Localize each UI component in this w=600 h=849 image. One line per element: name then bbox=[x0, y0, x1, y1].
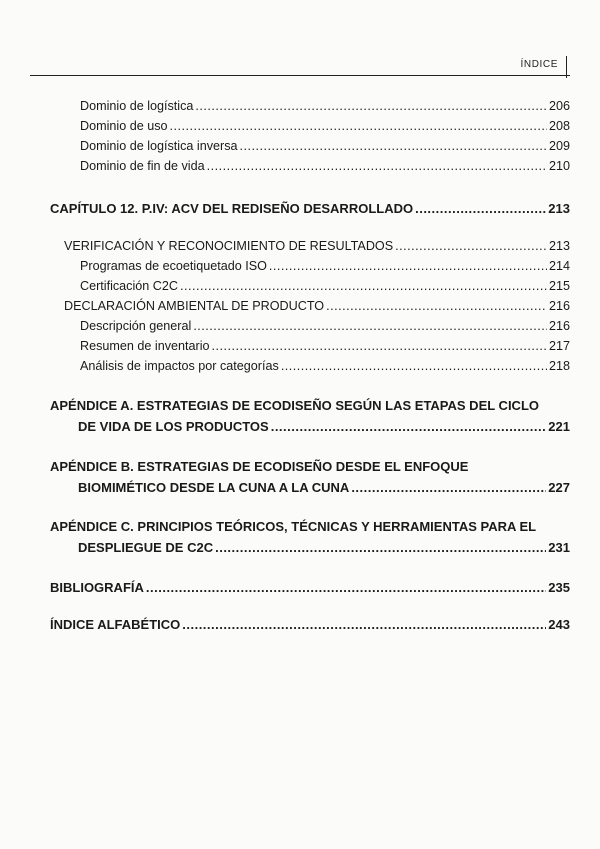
toc-entry[interactable] bbox=[80, 138, 570, 154]
toc-appendix-heading-line[interactable] bbox=[50, 398, 570, 414]
running-header-label: ÍNDICE bbox=[520, 59, 558, 70]
toc-appendix-heading-line[interactable] bbox=[50, 459, 570, 475]
toc-entry-title: Dominio de fin de vida bbox=[80, 159, 205, 173]
toc-page-number: 218 bbox=[548, 359, 570, 373]
toc-section-entry[interactable] bbox=[64, 298, 570, 314]
toc-page-number: 206 bbox=[548, 99, 570, 113]
toc-page-number: 221 bbox=[548, 419, 570, 434]
toc-page-number: 216 bbox=[548, 299, 570, 313]
toc-entry[interactable] bbox=[80, 158, 570, 174]
toc-entry-title: Análisis de impactos por categorías bbox=[80, 359, 279, 373]
toc-entry[interactable] bbox=[80, 278, 570, 294]
leader-dots bbox=[180, 278, 547, 294]
leader-dots bbox=[269, 258, 547, 274]
toc-entry-title: Programas de ecoetiquetado ISO bbox=[80, 259, 267, 273]
toc-chapter-entry[interactable] bbox=[50, 201, 570, 217]
toc-page-number: 214 bbox=[548, 259, 570, 273]
toc-entry-title: Dominio de logística bbox=[80, 99, 194, 113]
toc-appendix-entry[interactable] bbox=[78, 540, 570, 556]
leader-dots bbox=[212, 338, 547, 354]
leader-dots bbox=[195, 98, 547, 114]
toc-page-number: 213 bbox=[548, 201, 570, 216]
leader-dots bbox=[240, 138, 547, 154]
leader-dots bbox=[395, 238, 547, 254]
leader-dots bbox=[146, 580, 546, 596]
toc-entry-title: Certificación C2C bbox=[80, 279, 178, 293]
toc-entry[interactable] bbox=[80, 318, 570, 334]
toc-page-number: 213 bbox=[548, 239, 570, 253]
toc-page-number: 227 bbox=[548, 480, 570, 495]
toc-bibliography-entry[interactable] bbox=[50, 580, 570, 596]
toc-entry[interactable] bbox=[80, 358, 570, 374]
toc-entry[interactable] bbox=[80, 258, 570, 274]
toc-page-number: 215 bbox=[548, 279, 570, 293]
toc-entry-title: Dominio de logística inversa bbox=[80, 139, 238, 153]
leader-dots bbox=[415, 201, 546, 217]
header-rule bbox=[30, 75, 570, 76]
toc-entry[interactable] bbox=[80, 118, 570, 134]
leader-dots bbox=[351, 480, 546, 496]
toc-entry-title: APÉNDICE B. ESTRATEGIAS DE ECODISEÑO DESDE EL ENFOQUE bbox=[50, 459, 469, 474]
toc-entry-title: Dominio de uso bbox=[80, 119, 168, 133]
leader-dots bbox=[215, 540, 546, 556]
running-header bbox=[30, 52, 570, 76]
toc-entry-title: DECLARACIÓN AMBIENTAL DE PRODUCTO bbox=[64, 299, 325, 313]
toc-appendix-heading-line[interactable] bbox=[50, 519, 570, 535]
leader-dots bbox=[326, 298, 547, 314]
toc-entry-title: ÍNDICE ALFABÉTICO bbox=[50, 617, 181, 632]
toc-page-number: 235 bbox=[548, 580, 570, 595]
leader-dots bbox=[271, 419, 547, 435]
toc-entry-title: APÉNDICE C. PRINCIPIOS TEÓRICOS, TÉCNICAS Y HERRAMIENTAS PARA EL bbox=[50, 519, 537, 534]
toc-entry-title: Resumen de inventario bbox=[80, 339, 210, 353]
toc-page-number: 208 bbox=[548, 119, 570, 133]
toc-entry-title: BIBLIOGRAFÍA bbox=[50, 580, 144, 595]
toc-page-number: 216 bbox=[548, 319, 570, 333]
toc-appendix-entry[interactable] bbox=[78, 480, 570, 496]
toc-entry-title: CAPÍTULO 12. P.IV: ACV DEL REDISEÑO DESARROLLADO bbox=[50, 201, 414, 216]
leader-dots bbox=[193, 318, 547, 334]
toc-page-number: 243 bbox=[548, 617, 570, 632]
toc-entry-title: Descripción general bbox=[80, 319, 192, 333]
toc-entry-title: DE VIDA DE LOS PRODUCTOS bbox=[78, 419, 269, 434]
toc-page-number: 209 bbox=[548, 139, 570, 153]
toc-section-entry[interactable] bbox=[64, 238, 570, 254]
toc-page-number: 210 bbox=[548, 159, 570, 173]
toc-entry-title: BIOMIMÉTICO DESDE LA CUNA A LA CUNA bbox=[78, 480, 350, 495]
toc-entry[interactable] bbox=[80, 338, 570, 354]
toc-appendix-entry[interactable] bbox=[78, 419, 570, 435]
toc-entry-title: DESPLIEGUE DE C2C bbox=[78, 540, 214, 555]
toc-page-number: 231 bbox=[548, 540, 570, 555]
toc-entry[interactable] bbox=[80, 98, 570, 114]
leader-dots bbox=[182, 617, 546, 633]
toc-index-entry[interactable] bbox=[50, 617, 570, 633]
toc-entry-title: VERIFICACIÓN Y RECONOCIMIENTO DE RESULTADOS bbox=[64, 239, 394, 253]
leader-dots bbox=[207, 158, 547, 174]
leader-dots bbox=[170, 118, 547, 134]
leader-dots bbox=[281, 358, 547, 374]
toc-page-number: 217 bbox=[548, 339, 570, 353]
toc-entry-title: APÉNDICE A. ESTRATEGIAS DE ECODISEÑO SEGÚN LAS ETAPAS DEL CICLO bbox=[50, 398, 539, 413]
